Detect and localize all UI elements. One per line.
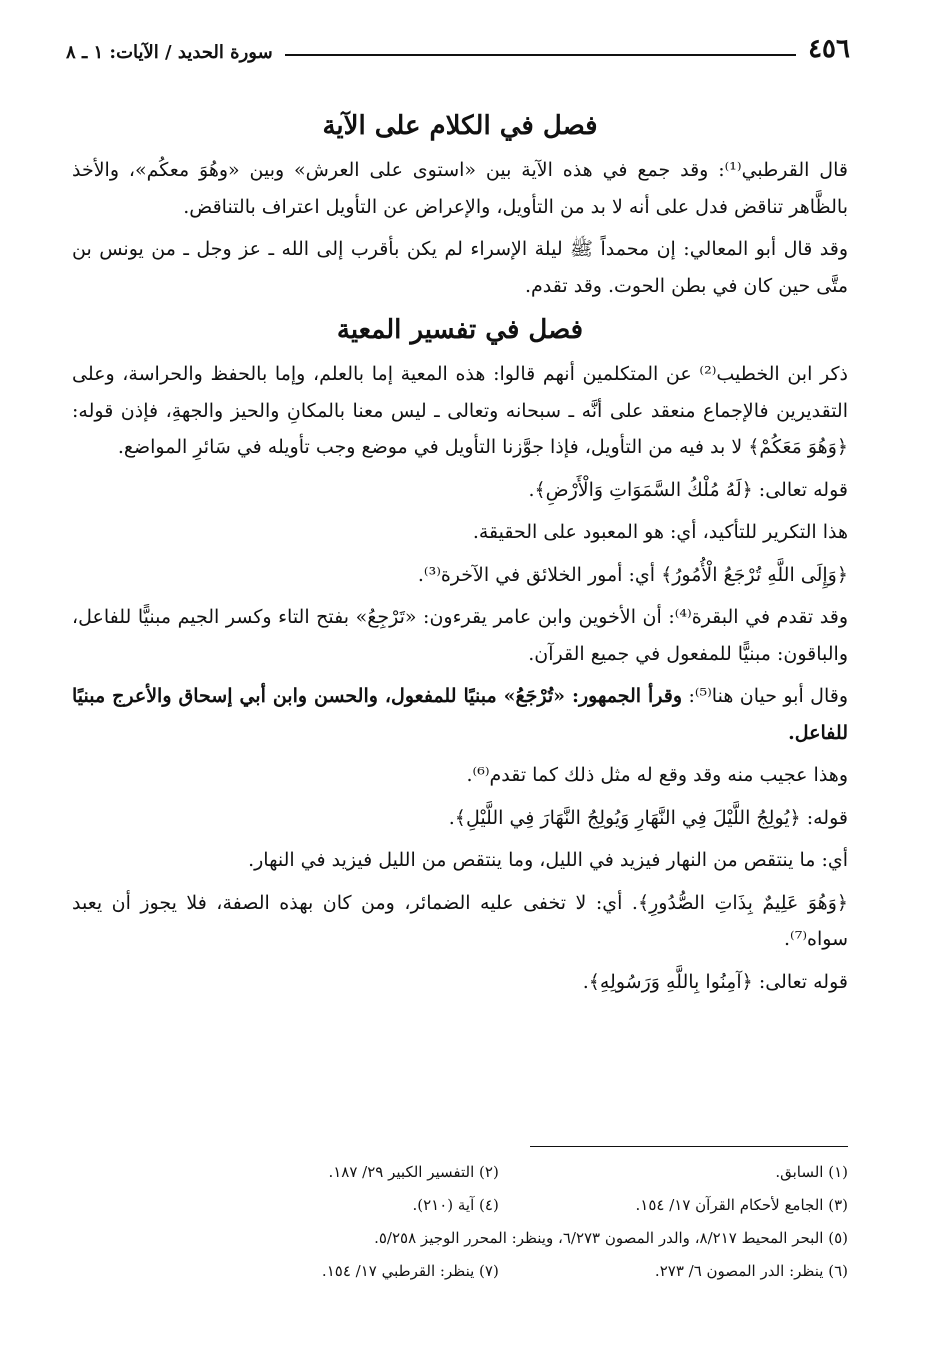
- footnote-row: [72, 1255, 848, 1288]
- footnote-7: (٧) ينظر: القرطبي ١٧/ ١٥٤.: [321, 1262, 499, 1280]
- header-rule: [285, 54, 796, 56]
- running-title: سورة الحديد / الآيات: ١ ـ ٨: [66, 42, 273, 63]
- paragraph: ذكر ابن الخطيب⁽²⁾ عن المتكلمين أنهم قالوا: هذه المعية إما بالعلم، وإما بالحفظ والحراسة، وعلى التقديرين فالإجماع منعقد على أنَّه ـ سبحانه وتعالى ـ ليس معنا بالمكانِ والحيز والجهةِ، فإذن قوله: ﴿وَهُوَ مَعَكُمْ﴾ لا بد فيه من التأويل، فإذا جوَّزنا التأويل في موضع وجب تأويله في سَائرِ المواضع.: [72, 363, 849, 458]
- footnote-5: (٥) البحر المحيط ٨/٢١٧، والدر المصون ٦/٢٧٣، وينظر: المحرر الوجيز ٥/٢٥٨.: [374, 1229, 848, 1247]
- footnote-2: (٢) التفسير الكبير ٢٩/ ١٨٧.: [328, 1163, 499, 1181]
- verse-line: قوله: ﴿يُولِجُ اللَّيْلَ فِي النَّهَارِ وَيُولِجُ النَّهَارَ فِي اللَّيْلِ﴾.: [448, 806, 848, 829]
- verse-line: قوله تعالى: ﴿آمِنُوا بِاللَّهِ وَرَسُولِهِ﴾.: [582, 970, 848, 993]
- paragraph: وقد قال أبو المعالي: إن محمداً ﷺ ليلة الإسراء لم يكن بأقرب إلى الله ـ عز وجل ـ من يونس بن متَّى حين كان في بطن الحوت. وقد تقدم.: [72, 238, 848, 297]
- running-header: [66, 22, 850, 66]
- quote-intro: وقال أبو حيان هنا⁽⁵⁾:: [682, 685, 848, 707]
- footnote-row: [72, 1156, 848, 1189]
- footnote-4: (٤) آية (٢١٠).: [412, 1196, 499, 1214]
- paragraph: وهذا عجيب منه وقد وقع له مثل ذلك كما تقدم⁽⁶⁾.: [466, 764, 848, 786]
- main-text: [72, 100, 848, 1000]
- footnote-3: (٣) الجامع لأحكام القرآن ١٧/ ١٥٤.: [635, 1196, 848, 1214]
- verse-line: ﴿وَإِلَى اللَّهِ تُرْجَعُ الْأُمُورُ﴾ أي: أمور الخلائق في الآخرة⁽³⁾.: [417, 563, 848, 586]
- paragraph: قال القرطبي⁽¹⁾: وقد جمع في هذه الآية بين «استوى على العرش» وبين «وهُوَ معكُم»، والأخذ بالظَّاهر تناقض فدل على أنه لا بد من التأويل، والإعراض عن التأويل اعتراف بالتناقض.: [72, 159, 848, 218]
- paragraph-abu-hayyan: [72, 678, 848, 751]
- footnotes: [72, 1156, 848, 1288]
- section-heading: فصل في الكلام على الآية: [322, 111, 598, 141]
- bold-quotation: وقرأ الجمهور: «تُرْجَعُ» مبنيًا للمفعول، والحسن وابن أبي إسحاق والأعرج مبنيًا للفاعل.: [72, 685, 848, 744]
- paragraph: هذا التكرير للتأكيد، أي: هو المعبود على الحقيقة.: [472, 521, 848, 543]
- section-heading: فصل في تفسير المعية: [336, 315, 584, 345]
- footnote-6: (٦) ينظر: الدر المصون ٦/ ٢٧٣.: [654, 1262, 848, 1280]
- page-number: ٤٥٦: [808, 34, 850, 64]
- footnote-separator: [530, 1146, 848, 1147]
- paragraph: أي: ما ينتقص من النهار فيزيد في الليل، وما ينتقص من الليل فيزيد في النهار.: [248, 849, 848, 871]
- footnote-row: [72, 1222, 848, 1255]
- footnote-row: [72, 1189, 848, 1222]
- paragraph: ﴿وَهُوَ عَلِيمٌ بِذَاتِ الصُّدُورِ﴾. أي: لا تخفى عليه الضمائر، ومن كان بهذه الصفة، فلا يجوز أن يعبد سواه⁽⁷⁾.: [72, 891, 848, 950]
- footnote-1: (١) السابق.: [775, 1163, 848, 1181]
- verse-line: قوله تعالى: ﴿لَهُ مُلْكُ السَّمَوَاتِ وَالْأَرْضِ﴾.: [528, 478, 848, 501]
- paragraph: وقد تقدم في البقرة⁽⁴⁾: أن الأخوين وابن عامر يقرءون: «تَرْجِعُ» بفتح التاء وكسر الجيم مبنيًّا للفاعل، والباقون: مبنيًّا للمفعول في جميع القرآن.: [72, 606, 848, 665]
